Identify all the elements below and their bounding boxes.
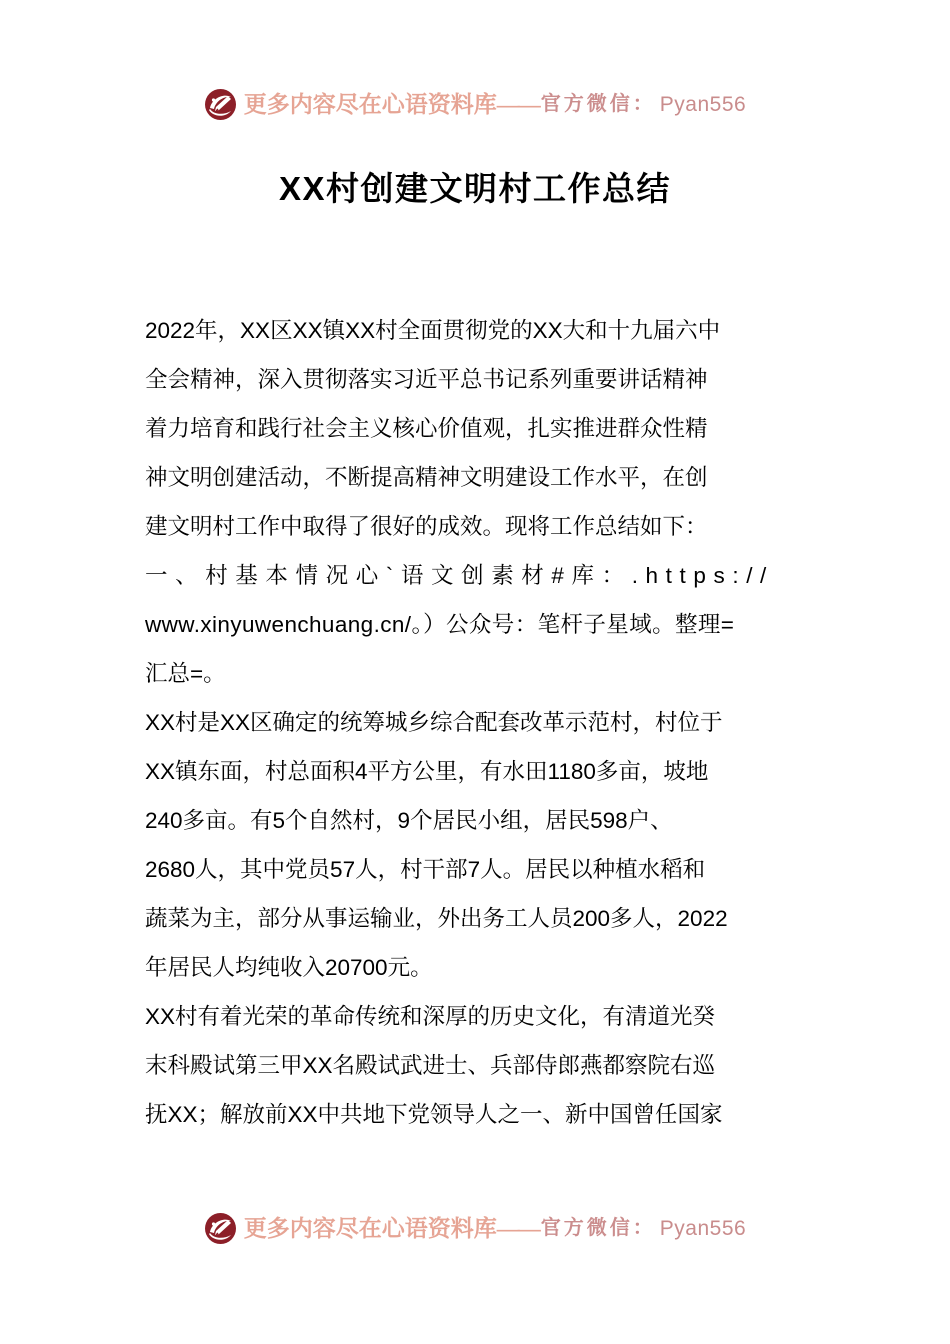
page-title: XX村创建文明村工作总结	[278, 170, 672, 207]
body-line: 2022年，XX区XX镇XX村全面贯彻党的XX大和十九届六中	[145, 318, 721, 343]
body-line: XX镇东面，村总面积4平方公里，有水田1180多亩，坡地	[145, 759, 709, 784]
watermark-main-text: 更多内容尽在心语资料库	[243, 91, 497, 117]
body-line: 240多亩。有5个自然村，9个居民小组，居民598户、	[145, 808, 673, 833]
body-line: 年居民人均纯收入20700元。	[145, 955, 433, 980]
body-line: 汇总=。	[145, 661, 226, 686]
body-line-url: www.xinyuwenchuang.cn/。）公众号：笔杆子星域。整理=	[145, 612, 735, 637]
body-line: 全会精神，深入贯彻落实习近平总书记系列重要讲话精神	[145, 367, 708, 392]
watermark-wechat-id: Pyan556	[659, 92, 747, 116]
watermark-wechat-label: 官方微信：	[540, 1217, 656, 1239]
footer-watermark	[0, 1206, 950, 1250]
body-line: 建文明村工作中取得了很好的成效。现将工作总结如下：	[145, 514, 708, 539]
body-line: XX村是XX区确定的统筹城乡综合配套改革示范村，村位于	[145, 710, 723, 735]
watermark-separator: ——	[496, 91, 539, 117]
watermark-wechat-id: Pyan556	[659, 1216, 747, 1240]
body-line: 蔬菜为主，部分从事运输业，外出务工人员200多人，2022	[145, 906, 728, 931]
body-line: 2680人，其中党员57人，村干部7人。居民以种植水稻和	[145, 857, 706, 882]
circular-swirl-pen-logo-icon	[204, 88, 237, 121]
document-body	[145, 306, 811, 1139]
header-watermark	[0, 82, 950, 126]
circular-swirl-pen-logo-icon	[204, 1212, 237, 1245]
watermark-separator: ——	[496, 1215, 539, 1241]
body-line: XX村有着光荣的革命传统和深厚的历史文化，有清道光癸	[145, 1004, 716, 1029]
watermark-main-text: 更多内容尽在心语资料库	[243, 1215, 497, 1241]
body-line-section-heading: 一、村基本情况心`语文创素材#库：.https://	[145, 563, 774, 588]
body-line: 末科殿试第三甲XX名殿试武进士、兵部侍郎燕都察院右巡	[145, 1053, 716, 1078]
body-line: 抚XX；解放前XX中共地下党领导人之一、新中国曾任国家	[145, 1102, 723, 1127]
body-line: 着力培育和践行社会主义核心价值观，扎实推进群众性精	[145, 416, 708, 441]
body-line: 神文明创建活动，不断提高精神文明建设工作水平，在创	[145, 465, 708, 490]
watermark-wechat-label: 官方微信：	[540, 93, 656, 115]
